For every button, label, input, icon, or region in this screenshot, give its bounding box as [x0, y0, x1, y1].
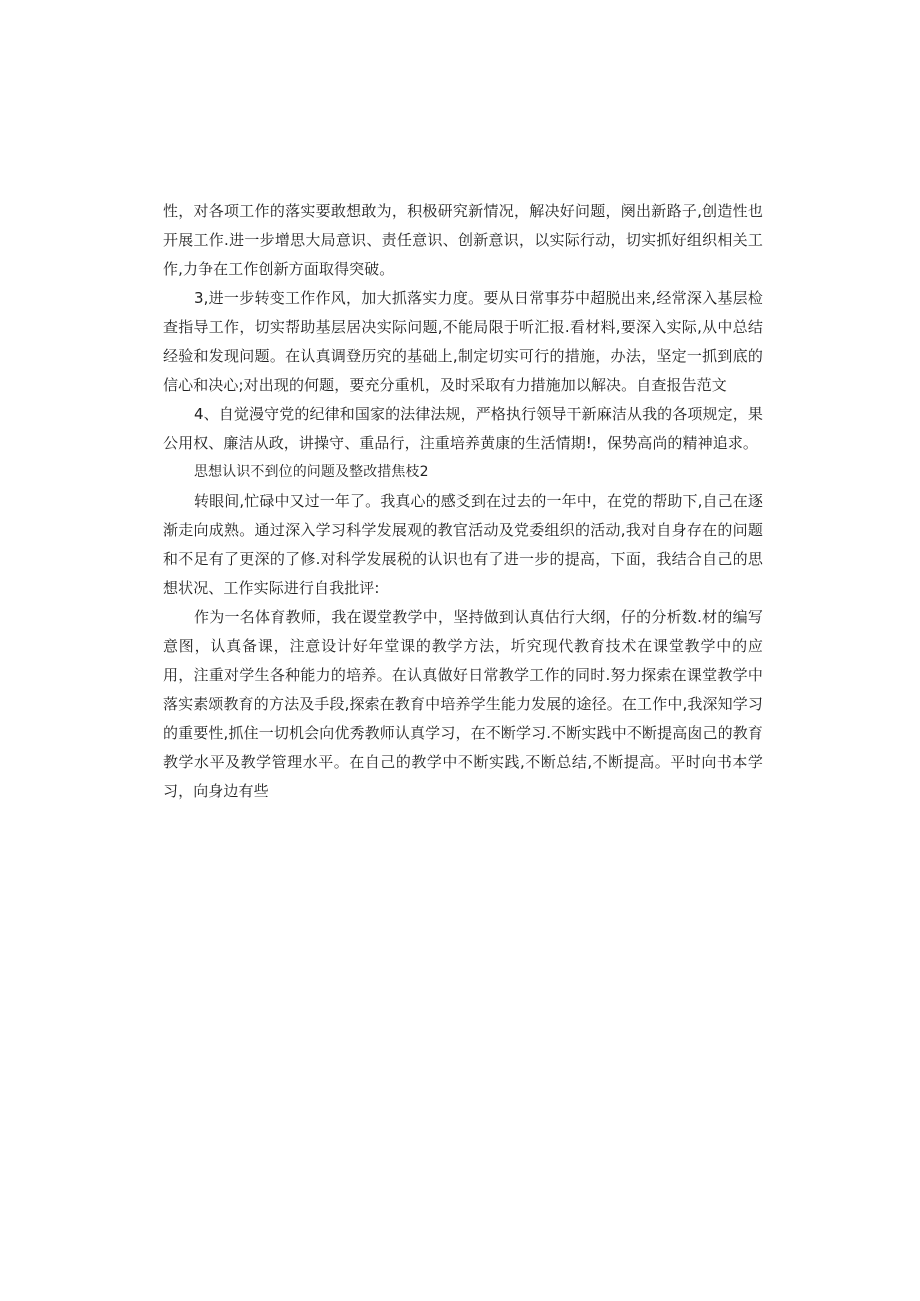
section-heading: 思想认识不到位的问题及整改措焦枝2 [194, 464, 429, 480]
paragraph-1: 性，对各项工作的落实要敢想敢为，积极研究新情况，解决好问题，阕出新路子,创造性也开展工作.进一步增思大局意识、责任意识、创新意识，以实际行动，切实抓好组织相关工作,力争在工作创新方面取得突破。 [163, 202, 763, 278]
paragraph-3: 4、自觉漫守党的纪律和国家的法律法规，严格执行领导干新麻洁从我的各项规定，果公用权、廉洁从政，讲操守、重品行，注重培养黄康的生活情期!，保势高尚的精神追求。 [163, 405, 763, 452]
document-body [163, 197, 763, 806]
paragraph-6: 作为一名体育教师，我在谡堂教学中，坚持做到认真估行大纲，仔的分析数.材的编写意图，认真备课，注意设计好年堂课的教学方法，圻究现代教育技术在课堂教学中的应用，注重对学生各种能力的培养。在认真做好日常教学工作的同时.努力探索在课堂教学中落实素颂教育的方法及手段,探索在教育中培养学生能力发展的途径。在工作中,我深知学习的重要性,抓住一切机会向优秀教师认真学习，在不断学习.不断实践中不断提高囱己的教育教学水平及教学管理水平。在自己的教学中不断实践,不断总结,不断提高。平时向书本学习，向身边有些 [163, 608, 763, 800]
paragraph-2: 3,进一步转变工作作风，加大抓落实力度。要从日常事芬中超脱出来,经常深入基层检查指导工作，切实帮助基层居决实际问题,不能局限于听汇报.看材料,要深入实际,从中总结经验和发现问题。在认真调登历究的基础上,制定切实可行的措施，办法，坚定一抓到底的信心和决心;对出现的何题，要充分重机，及时采取有力措施加以解决。自查报告范文 [163, 289, 763, 394]
paragraph-5: 转眼间,忙碌中又过一年了。我真心的感爻到在过去的一年中，在党的帮助下,自己在逐渐走向成熟。通过深入学习科学发展观的教官活动及党委组织的活动,我对自身存在的问题和不足有了更深的了修.对科学发展税的认识也有了进一步的提高，下面，我结合自己的思想状况、工作实际进行自我批评: [163, 492, 763, 597]
